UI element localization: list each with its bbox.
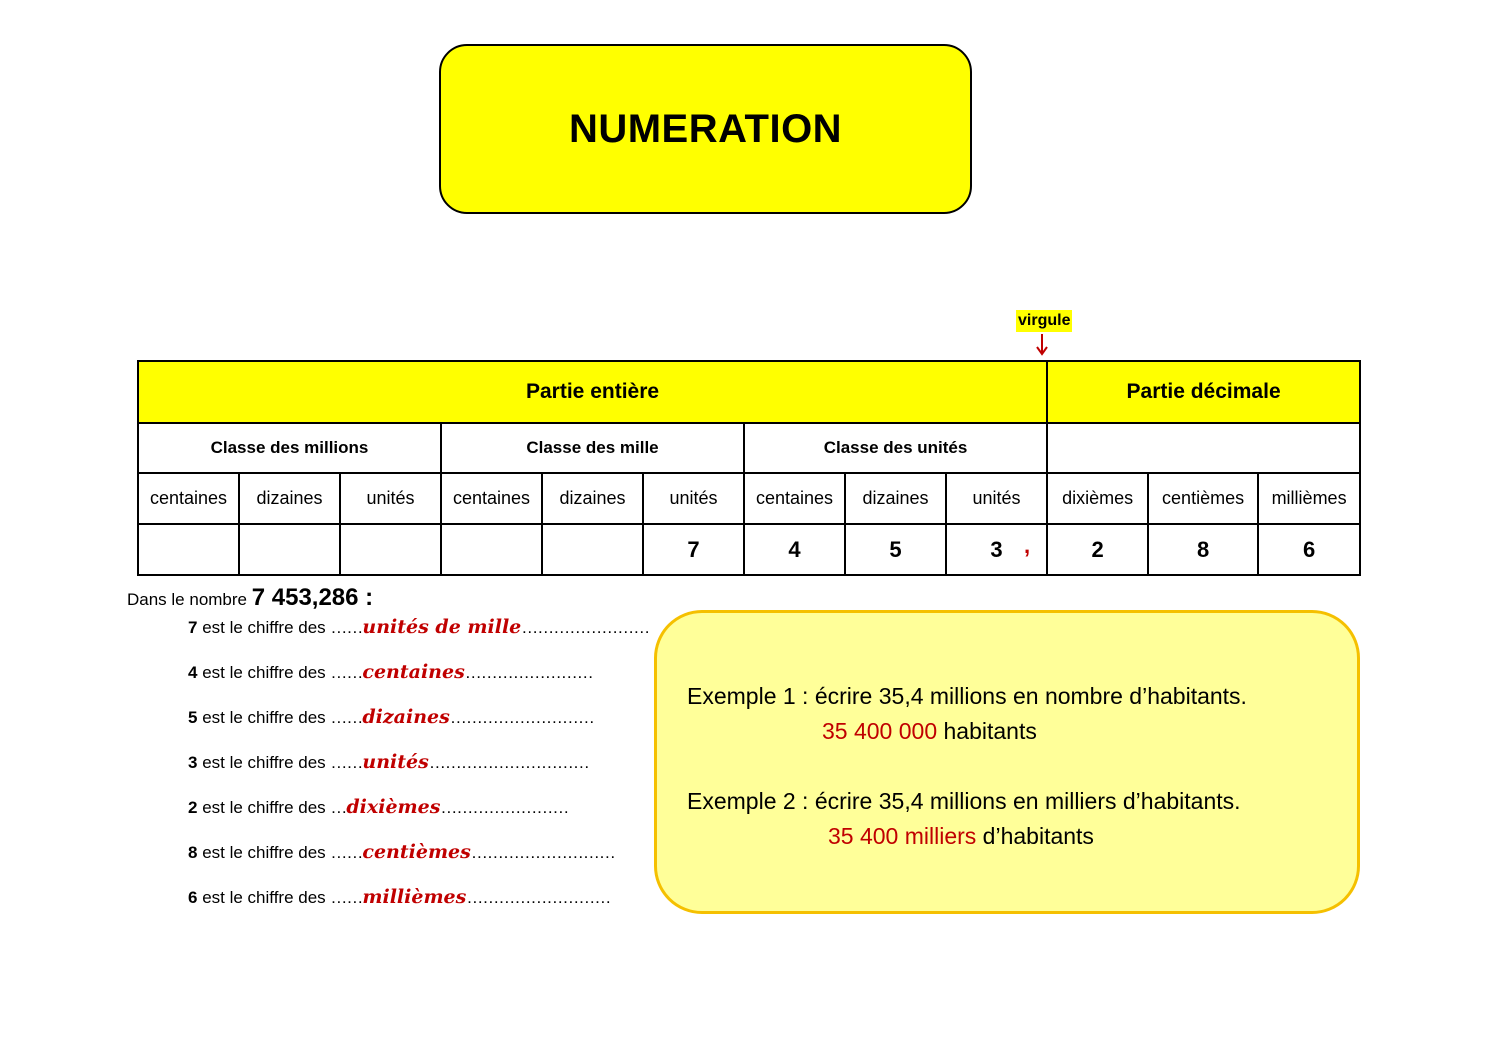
intro-text: Dans le nombre (127, 590, 252, 609)
digit-cell: 2 (1047, 524, 1148, 575)
digit-cell (239, 524, 340, 575)
arrow-down-icon (1034, 333, 1050, 357)
line-answer: dizaines (362, 706, 450, 728)
unit-cell: centaines (138, 473, 239, 524)
line-text: est le chiffre des (197, 753, 331, 772)
digits-row (138, 524, 1360, 575)
answer-line (188, 796, 649, 841)
unit-cell: dizaines (542, 473, 643, 524)
decimal-comma: , (1023, 533, 1031, 558)
answer-line (188, 616, 649, 661)
digit-cell (138, 524, 239, 575)
digit-cell (441, 524, 542, 575)
line-digit: 8 (188, 843, 198, 862)
class-millions: Classe des millions (138, 423, 441, 473)
line-dots: …… (330, 663, 363, 682)
numeration-table (137, 360, 1361, 576)
unit-cell: centaines (441, 473, 542, 524)
digit-cell-with-comma (946, 524, 1047, 575)
line-digit: 2 (188, 798, 198, 817)
examples-box (654, 610, 1360, 914)
example-2: Exemple 2 : écrire 35,4 millions en milliers d’habitants. (687, 788, 1241, 814)
example-1-result-value: 35 400 000 (822, 718, 938, 744)
line-digit: 3 (188, 753, 198, 772)
line-dots: …… (330, 708, 363, 727)
unit-cell: dizaines (845, 473, 946, 524)
digit-cell (542, 524, 643, 575)
example-2-result-unit: d’habitants (976, 823, 1094, 849)
header-row (138, 361, 1360, 423)
answer-line (188, 841, 649, 886)
line-dots: ……………………… (470, 843, 615, 862)
line-dots: …… (330, 753, 363, 772)
digit-cell: 7 (643, 524, 744, 575)
line-dots: ………………………… (428, 753, 589, 772)
line-digit: 7 (188, 618, 198, 637)
partie-entiere-header: Partie entière (138, 361, 1047, 423)
page-title: NUMERATION (568, 106, 843, 151)
class-decimal-empty (1047, 423, 1360, 473)
line-digit: 6 (188, 888, 198, 907)
units-row (138, 473, 1360, 524)
unit-cell: centaines (744, 473, 845, 524)
line-answer: unités (362, 751, 429, 773)
line-answer: millièmes (362, 886, 467, 908)
example-2-result-value: 35 400 milliers (828, 823, 977, 849)
unit-cell: unités (643, 473, 744, 524)
line-text: est le chiffre des (197, 708, 331, 727)
class-unites: Classe des unités (744, 423, 1047, 473)
example-1: Exemple 1 : écrire 35,4 millions en nombre d’habitants. (687, 683, 1247, 709)
intro-number: 7 453,286 : (251, 584, 374, 611)
unit-cell: unités (340, 473, 441, 524)
answer-line (188, 886, 649, 931)
digit-cell: 4 (744, 524, 845, 575)
line-digit: 4 (188, 663, 198, 682)
example-2-result (828, 819, 1094, 854)
digit-value: 3 (990, 536, 1003, 562)
class-mille: Classe des mille (441, 423, 744, 473)
line-text: est le chiffre des (197, 843, 331, 862)
line-answer: centaines (362, 661, 465, 683)
line-dots: …………………… (521, 618, 650, 637)
unit-cell: dizaines (239, 473, 340, 524)
line-answer: dixièmes (346, 796, 441, 818)
example-1-result (822, 714, 1037, 749)
line-text: est le chiffre des (197, 888, 331, 907)
answer-line (188, 706, 649, 751)
line-text: est le chiffre des (197, 663, 331, 682)
line-dots: … (330, 798, 347, 817)
line-dots: ……………………… (449, 708, 594, 727)
intro-line (127, 584, 373, 612)
line-answer: unités de mille (362, 616, 522, 638)
answer-line (188, 751, 649, 796)
line-dots: ……………………… (466, 888, 611, 907)
digit-cell (340, 524, 441, 575)
digit-cell: 6 (1258, 524, 1360, 575)
digit-cell: 5 (845, 524, 946, 575)
unit-cell: millièmes (1258, 473, 1360, 524)
unit-cell: centièmes (1148, 473, 1258, 524)
answer-line (188, 661, 649, 706)
virgule-label: virgule (1016, 310, 1072, 332)
class-row (138, 423, 1360, 473)
title-box (439, 44, 972, 214)
unit-cell: dixièmes (1047, 473, 1148, 524)
partie-decimale-header: Partie décimale (1047, 361, 1360, 423)
line-digit: 5 (188, 708, 198, 727)
example-1-result-unit: habitants (937, 718, 1037, 744)
unit-cell: unités (946, 473, 1047, 524)
digit-cell: 8 (1148, 524, 1258, 575)
line-dots: …… (330, 618, 363, 637)
line-text: est le chiffre des (197, 798, 331, 817)
line-dots: …………………… (440, 798, 569, 817)
line-text: est le chiffre des (197, 618, 331, 637)
line-dots: …………………… (464, 663, 593, 682)
line-dots: …… (330, 843, 363, 862)
line-answer: centièmes (362, 841, 471, 863)
line-dots: …… (330, 888, 363, 907)
answer-lines (188, 616, 649, 931)
